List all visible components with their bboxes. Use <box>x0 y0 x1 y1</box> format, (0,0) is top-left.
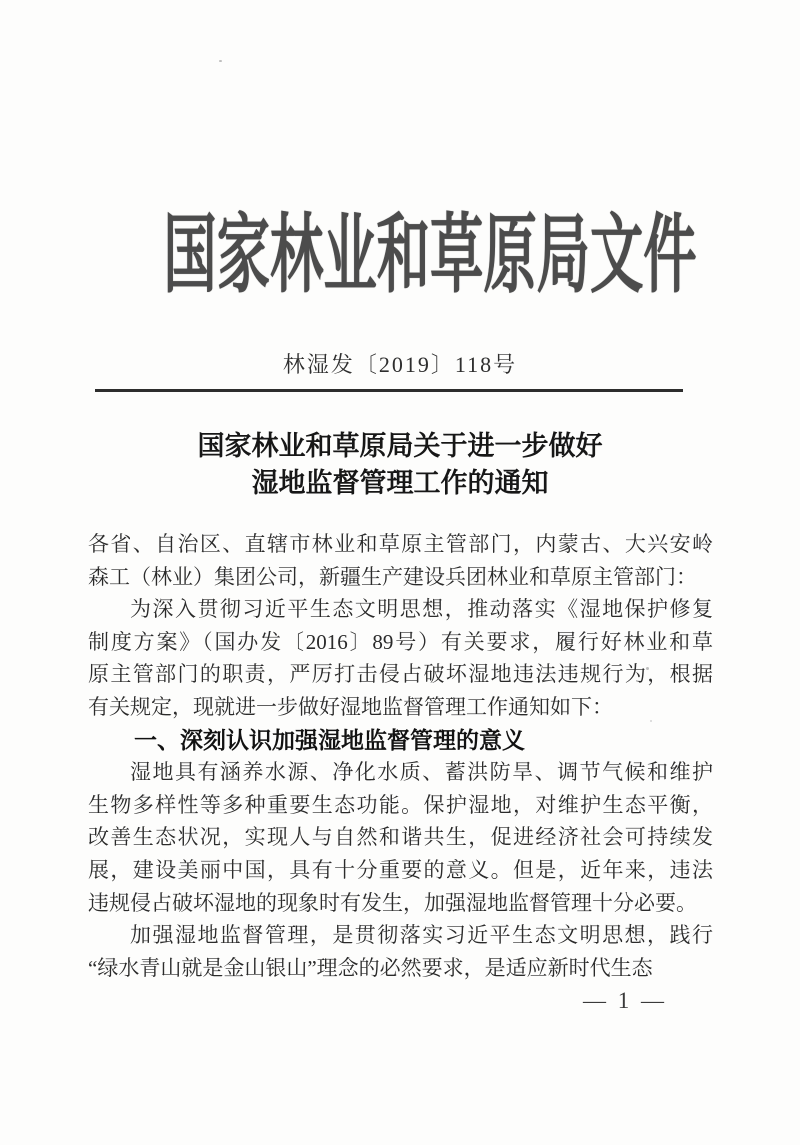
body-line: 有关规定，现就进一步做好湿地监督管理工作通知如下： <box>88 694 613 719</box>
page-number: — 1 — <box>583 988 667 1013</box>
doc-number: 林湿发〔2019〕118号 <box>282 352 518 377</box>
notice-title-line2: 湿地监督管理工作的通知 <box>251 468 549 498</box>
notice-title <box>0 428 800 502</box>
header-separator-rule <box>95 389 683 392</box>
body-line: 制度方案》（国办发〔2016〕89号）有关要求，履行好林业和草 <box>88 629 713 654</box>
notice-title-line1: 国家林业和草原局关于进一步做好 <box>197 431 603 461</box>
body-line: 为深入贯彻习近平生态文明思想，推动落实《湿地保护修复 <box>130 597 713 622</box>
body-line: 加强湿地监督管理，是贯彻落实习近平生态文明思想，践行 <box>130 923 713 948</box>
body-line-salutation: 各省、自治区、直辖市林业和草原主管部门，内蒙古、大兴安岭 <box>88 532 713 556</box>
body-line: 改善生态状况，实现人与自然和谐共生，促进经济社会可持续发 <box>88 825 713 850</box>
body-line: “绿水青山就是金山银山”理念的必然要求，是适应新时代生态 <box>88 955 653 980</box>
body-line: 展，建设美丽中国，具有十分重要的意义。但是，近年来，违法 <box>88 857 713 882</box>
document-body <box>88 528 713 984</box>
body-line: 原主管部门的职责，严厉打击侵占破坏湿地违法违规行为，根据 <box>88 662 713 687</box>
body-line: 违规侵占破坏湿地的现象时有发生，加强湿地监督管理十分必要。 <box>88 890 697 915</box>
body-line-salutation: 森工（林业）集团公司，新疆生产建设兵团林业和草原主管部门： <box>88 564 697 589</box>
section-heading: 一、深刻认识加强湿地监督管理的意义 <box>134 726 525 753</box>
body-line: 湿地具有涵养水源、净化水质、蓄洪防旱、调节气候和维护 <box>130 760 713 785</box>
masthead <box>0 208 800 302</box>
body-line: 生物多样性等多种重要生态功能。保护湿地，对维护生态平衡， <box>88 792 713 817</box>
scan-artifact <box>219 60 222 62</box>
agency-title: 国家林业和草原局文件 <box>163 207 697 303</box>
